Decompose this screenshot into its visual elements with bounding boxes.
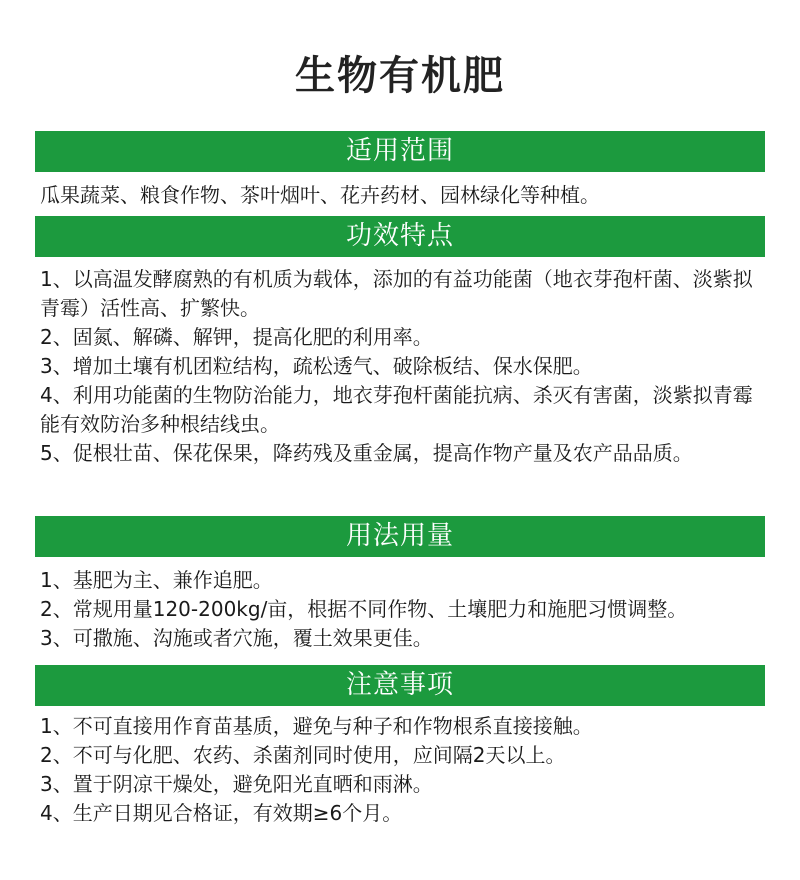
section-body-effects (40, 265, 765, 468)
text-line: 瓜果蔬菜、粮食作物、茶叶烟叶、花卉药材、园林绿化等种植。 (40, 183, 600, 207)
page-title: 生物有机肥 (295, 53, 505, 99)
text-line: 1、基肥为主、兼作追肥。 (40, 568, 273, 592)
text-line: 1、不可直接用作育苗基质，避免与种子和作物根系直接接触。 (40, 714, 593, 738)
text-line: 3、置于阴凉干燥处，避免阳光直晒和雨淋。 (40, 772, 433, 796)
text-line: 3、增加土壤有机团粒结构，疏松透气、破除板结、保水保肥。 (40, 354, 593, 378)
text-line: 1、以高温发酵腐熟的有机质为载体，添加的有益功能菌（地衣芽孢杆菌、淡紫拟青霉）活性高、扩繁快。 (40, 267, 753, 320)
text-line: 2、常规用量120-200kg/亩，根据不同作物、土壤肥力和施肥习惯调整。 (40, 597, 688, 621)
section-body-notes (40, 712, 765, 828)
text-line: 2、固氮、解磷、解钾，提高化肥的利用率。 (40, 325, 433, 349)
section-header-scope: 适用范围 (35, 131, 765, 172)
text-line: 4、利用功能菌的生物防治能力，地衣芽孢杆菌能抗病、杀灭有害菌，淡紫拟青霉能有效防治多种根结线虫。 (40, 383, 753, 436)
section-body-usage (40, 566, 765, 653)
text-line: 5、促根壮苗、保花保果，降药残及重金属，提高作物产量及农产品品质。 (40, 441, 693, 465)
section-body-scope (40, 181, 765, 210)
section-header-notes: 注意事项 (35, 665, 765, 706)
section-header-usage: 用法用量 (35, 516, 765, 557)
section-header-effects: 功效特点 (35, 216, 765, 257)
text-line: 2、不可与化肥、农药、杀菌剂同时使用，应间隔2天以上。 (40, 743, 566, 767)
text-line: 3、可撒施、沟施或者穴施，覆土效果更佳。 (40, 626, 433, 650)
text-line: 4、生产日期见合格证，有效期≥6个月。 (40, 801, 403, 825)
